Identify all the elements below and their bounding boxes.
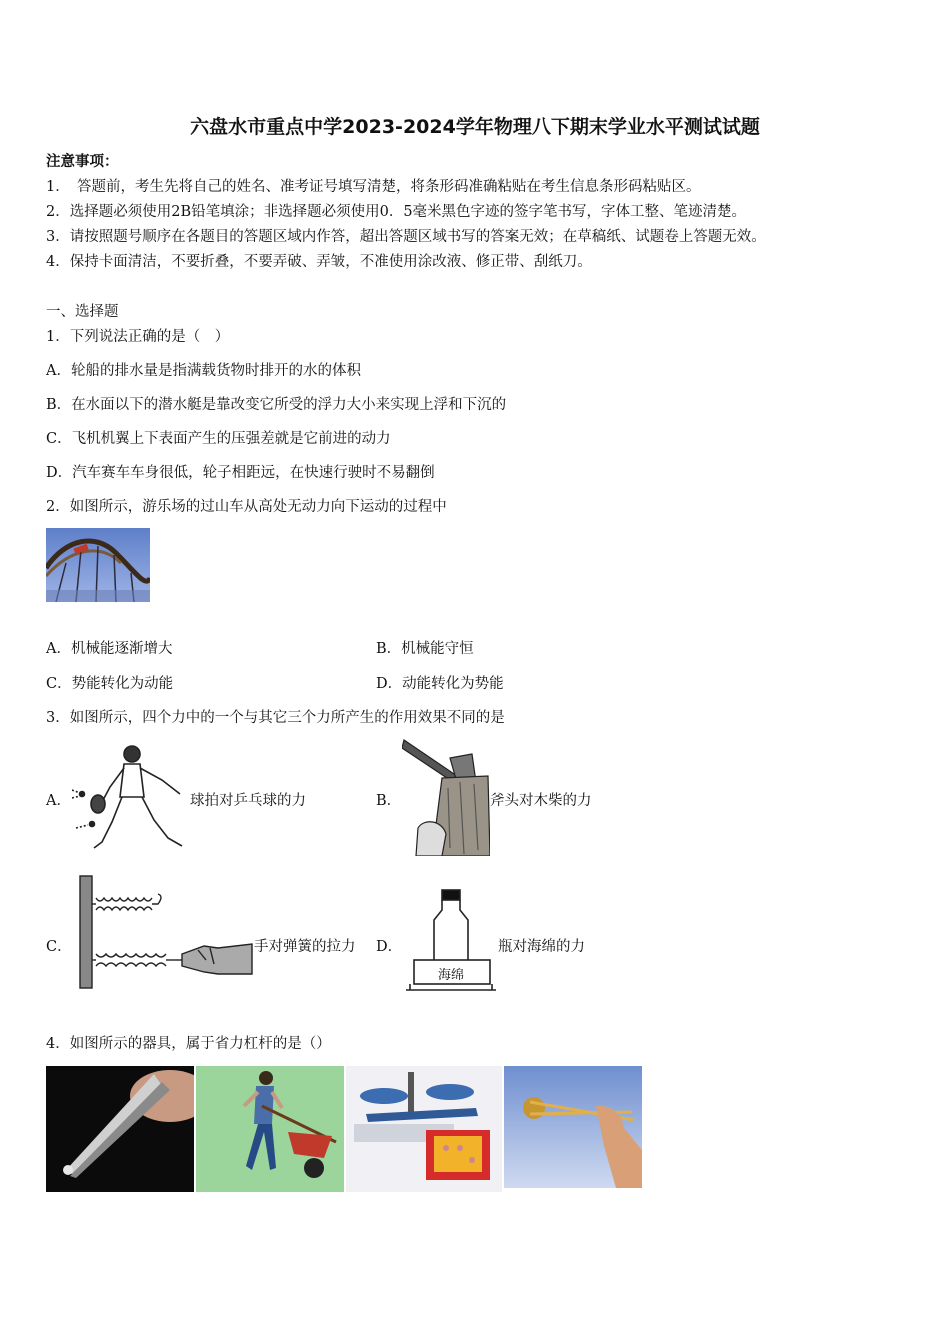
q3-option-d-letter: D． [376,939,403,955]
q1-option-c: C．飞机机翼上下表面产生的压强差就是它前进的动力 [46,431,391,447]
q3-option-a-text: 球拍对乒乓球的力 [190,793,306,809]
q1-option-b: B．在水面以下的潜水艇是靠改变它所受的浮力大小来实现上浮和下沉的 [46,397,507,413]
q3-option-b-text: 斧头对木柴的力 [490,793,592,809]
chopsticks-image [504,1066,642,1188]
q3-option-a-letter: A． [46,793,71,809]
q1-option-d: D．汽车赛车车身很低，轮子相距远，在快速行驶时不易翻倒 [46,465,435,481]
notice-heading: 注意事项： [46,153,119,170]
sponge-label: 海绵 [437,968,464,983]
q2-stem: 2．如图所示，游乐场的过山车从高处无动力向下运动的过程中 [46,499,447,515]
spring-pull-image [78,874,254,990]
q1-option-a: A．轮船的排水量是指满载货物时排开的水的体积 [46,363,361,379]
q2-option-a: A．机械能逐渐增大 [46,641,173,657]
notice-item: 1． 答题前，考生先将自己的姓名、准考证号填写清楚，将条形码准确粘贴在考生信息条形码粘贴区。 [46,179,701,195]
q4-stem: 4．如图所示的器具，属于省力杠杆的是（） [46,1036,331,1052]
notice-item: 3．请按照题号顺序在各题目的答题区域内作答，超出答题区域书写的答案无效；在草稿纸、试题卷上答题无效。 [46,229,766,245]
ping-pong-player-image [72,742,190,854]
q3-option-c-text: 手对弹簧的拉力 [254,939,356,955]
q2-option-d: D．动能转化为势能 [376,676,504,692]
q3-option-b-letter: B． [376,793,402,809]
q3-option-d-text: 瓶对海绵的力 [498,939,585,955]
wheelbarrow-image [196,1066,344,1192]
q2-option-c: C．势能转化为动能 [46,676,174,692]
q1-stem: 1．下列说法正确的是（ ） [46,329,230,345]
bottle-on-sponge-image [404,888,498,994]
roller-coaster-image [46,528,150,602]
balance-scale-image [346,1066,502,1192]
page-title: 六盘水市重点中学2023-2024学年物理八下期末学业水平测试试题 [190,116,760,138]
notice-item: 2．选择题必须使用2B铅笔填涂；非选择题必须使用0．5毫米黑色字迹的签字笔书写，字体工整、笔迹清楚。 [46,204,747,220]
q3-stem: 3．如图所示，四个力中的一个与其它三个力所产生的作用效果不同的是 [46,710,505,726]
q3-option-c-letter: C． [46,939,72,955]
notice-item: 4．保持卡面清洁，不要折叠，不要弄破、弄皱，不准使用涂改液、修正带、刮纸刀。 [46,254,592,270]
section-heading: 一、选择题 [46,304,119,320]
q2-option-b: B．机械能守恒 [376,641,474,657]
axe-chopping-wood-image [402,738,490,856]
tweezers-image [46,1066,194,1192]
